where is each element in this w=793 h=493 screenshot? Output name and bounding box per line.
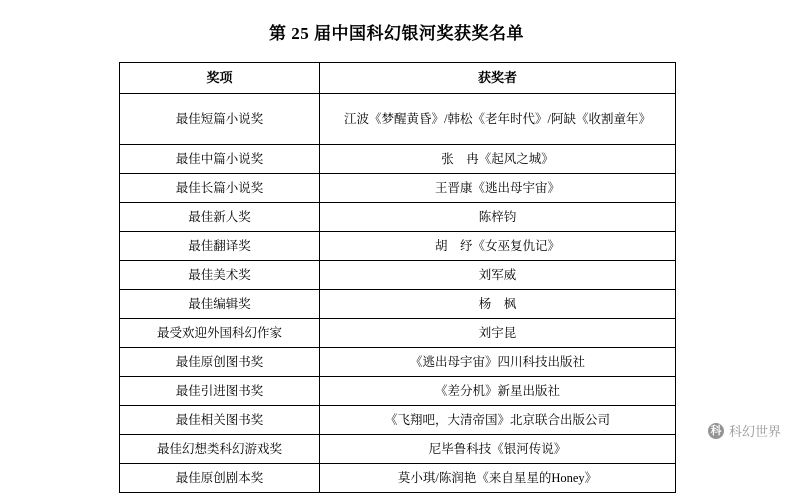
cell-winner: 胡 纾《女巫复仇记》 <box>320 232 676 261</box>
cell-award: 最佳引进图书奖 <box>120 377 320 406</box>
cell-award: 最佳翻译奖 <box>120 232 320 261</box>
cell-winner: 莫小琪/陈润艳《来自星星的Honey》 <box>320 464 676 493</box>
cell-winner: 王晋康《逃出母宇宙》 <box>320 174 676 203</box>
cell-award: 最佳短篇小说奖 <box>120 94 320 145</box>
cell-award: 最佳中篇小说奖 <box>120 145 320 174</box>
table-row <box>120 406 676 435</box>
cell-award: 最佳相关图书奖 <box>120 406 320 435</box>
award-table-container <box>119 62 675 493</box>
page-title: 第 25 届中国科幻银河奖获奖名单 <box>269 24 524 43</box>
cell-winner: 刘军威 <box>320 261 676 290</box>
cell-winner: 《飞翔吧，大清帝国》北京联合出版公司 <box>320 406 676 435</box>
cell-award: 最受欢迎外国科幻作家 <box>120 319 320 348</box>
table-row <box>120 290 676 319</box>
table-row <box>120 174 676 203</box>
cell-award: 最佳长篇小说奖 <box>120 174 320 203</box>
cell-award: 最佳新人奖 <box>120 203 320 232</box>
table-row <box>120 348 676 377</box>
cell-winner: 陈梓钧 <box>320 203 676 232</box>
table-row <box>120 232 676 261</box>
cell-award: 最佳幻想类科幻游戏奖 <box>120 435 320 464</box>
cell-award: 最佳编辑奖 <box>120 290 320 319</box>
table-header <box>120 63 676 94</box>
table-header-row <box>120 63 676 94</box>
table-row <box>120 319 676 348</box>
cell-award: 最佳原创图书奖 <box>120 348 320 377</box>
cell-winner: 杨 枫 <box>320 290 676 319</box>
cell-award: 最佳原创剧本奖 <box>120 464 320 493</box>
cell-winner: 张 冉《起风之城》 <box>320 145 676 174</box>
table-row <box>120 203 676 232</box>
cell-winner: 江波《梦醒黄昏》/韩松《老年时代》/阿缺《收割童年》 <box>320 94 676 145</box>
watermark-label: 科幻世界 <box>728 424 781 439</box>
cell-winner: 《差分机》新星出版社 <box>320 377 676 406</box>
cell-winner: 尼毕鲁科技《银河传说》 <box>320 435 676 464</box>
table-row <box>120 435 676 464</box>
table-row <box>120 261 676 290</box>
cell-winner: 刘宇昆 <box>320 319 676 348</box>
award-table <box>119 62 676 493</box>
cell-award: 最佳美术奖 <box>120 261 320 290</box>
table-row <box>120 464 676 493</box>
table-row <box>120 377 676 406</box>
column-header-winner: 获奖者 <box>320 63 676 94</box>
cell-winner: 《逃出母宇宙》四川科技出版社 <box>320 348 676 377</box>
watermark-logo-icon: 科 <box>708 423 724 439</box>
table-row <box>120 94 676 145</box>
column-header-award: 奖项 <box>120 63 320 94</box>
watermark <box>708 421 781 440</box>
table-body <box>120 94 676 493</box>
table-row <box>120 145 676 174</box>
